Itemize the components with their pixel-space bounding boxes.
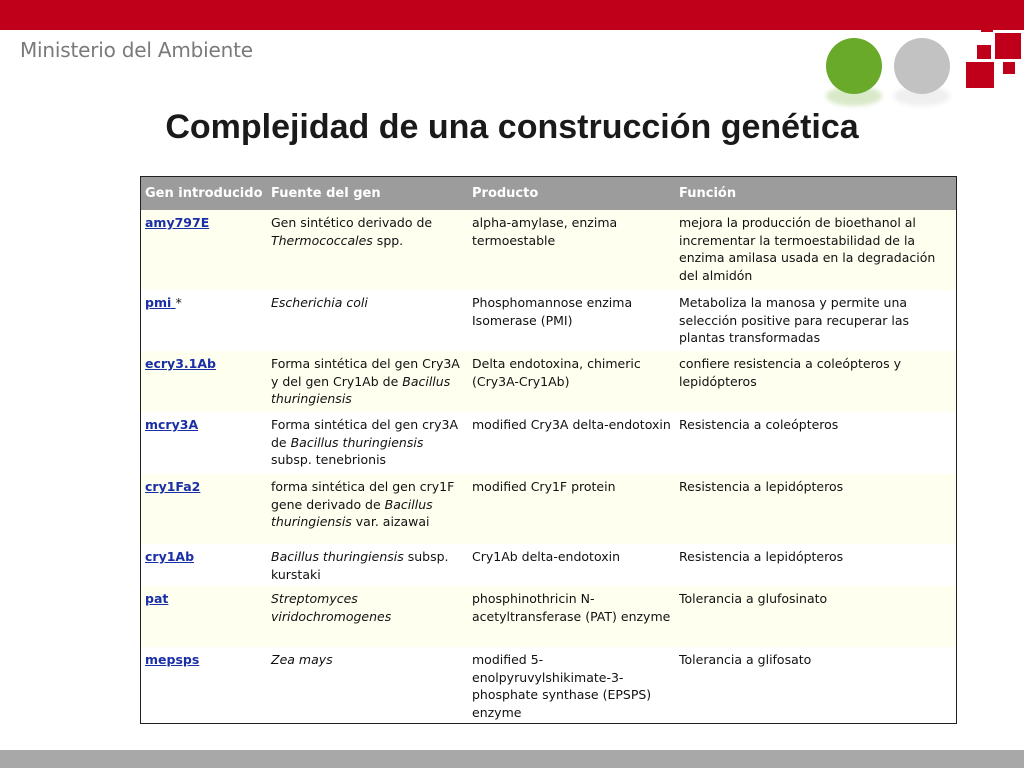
- product-cell: alpha-amylase, enzima termoestable: [468, 210, 675, 290]
- gene-cell: [141, 586, 267, 647]
- table-row: [141, 290, 956, 351]
- table-row: [141, 210, 956, 290]
- function-cell: confiere resistencia a coleópteros y lepidópteros: [675, 351, 956, 412]
- gene-cell: [141, 544, 267, 586]
- table-row: [141, 351, 956, 412]
- product-cell: modified 5-enolpyruvylshikimate-3-phosphate synthase (EPSPS) enzyme: [468, 647, 675, 721]
- brand-name: Ministerio del Ambiente: [20, 38, 253, 62]
- gene-cell: [141, 474, 267, 544]
- table-row: [141, 586, 956, 647]
- function-cell: Resistencia a coleópteros: [675, 412, 956, 474]
- table-row: [141, 544, 956, 586]
- source-cell: Escherichia coli: [267, 290, 468, 351]
- top-accent-bar: [0, 0, 1024, 30]
- gene-link[interactable]: cry1Ab: [145, 549, 195, 564]
- source-cell: Forma sintética del gen cry3A de Bacillus thuringiensis subsp. tenebrionis: [267, 412, 468, 474]
- gene-link[interactable]: ecry3.1Ab: [145, 356, 216, 371]
- source-cell: Forma sintética del gen Cry3A y del gen Cry1Ab de Bacillus thuringiensis: [267, 351, 468, 412]
- product-cell: phosphinothricin N-acetyltransferase (PAT) enzyme: [468, 586, 675, 647]
- function-cell: Resistencia a lepidópteros: [675, 544, 956, 586]
- gene-cell: [141, 210, 267, 290]
- table-row: [141, 412, 956, 474]
- source-cell: Zea mays: [267, 647, 468, 721]
- source-cell: Gen sintético derivado de Thermococcales spp.: [267, 210, 468, 290]
- gene-link[interactable]: amy797E: [145, 215, 210, 230]
- column-header: Producto: [468, 177, 675, 210]
- green-circle-reflection: [826, 86, 882, 106]
- gene-cell: [141, 351, 267, 412]
- product-cell: Delta endotoxina, chimeric (Cry3A-Cry1Ab): [468, 351, 675, 412]
- function-cell: mejora la producción de bioethanol al incrementar la termoestabilidad de la enzima amilasa usada en la degradación del almidón: [675, 210, 956, 290]
- product-cell: Cry1Ab delta-endotoxin: [468, 544, 675, 586]
- product-cell: modified Cry3A delta-endotoxin: [468, 412, 675, 474]
- slide-title: Complejidad de una construcción genética: [165, 108, 859, 146]
- function-cell: Tolerancia a glufosinato: [675, 586, 956, 647]
- column-header: Gen introducido: [141, 177, 267, 210]
- gene-link[interactable]: pat: [145, 591, 169, 606]
- gene-link[interactable]: mepsps: [145, 652, 200, 667]
- table-row: [141, 474, 956, 544]
- column-header: Función: [675, 177, 956, 210]
- gene-cell: [141, 412, 267, 474]
- gene-table-container: [140, 176, 957, 724]
- gene-link[interactable]: mcry3A: [145, 417, 199, 432]
- gene-cell: [141, 647, 267, 721]
- product-cell: Phosphomannose enzima Isomerase (PMI): [468, 290, 675, 351]
- source-cell: forma sintética del gen cry1F gene derivado de Bacillus thuringiensis var. aizawai: [267, 474, 468, 544]
- gray-circle-reflection: [894, 86, 950, 106]
- gene-link[interactable]: cry1Fa2: [145, 479, 201, 494]
- bottom-bar: [0, 750, 1024, 768]
- column-header: Fuente del gen: [267, 177, 468, 210]
- gene-cell: pmi *: [141, 290, 267, 351]
- source-cell: Bacillus thuringiensis subsp. kurstaki: [267, 544, 468, 586]
- gene-table: [141, 177, 956, 721]
- product-cell: modified Cry1F protein: [468, 474, 675, 544]
- function-cell: Tolerancia a glifosato: [675, 647, 956, 721]
- table-row: [141, 647, 956, 721]
- table-header-row: [141, 177, 956, 210]
- source-cell: Streptomyces viridochromogenes: [267, 586, 468, 647]
- gene-link[interactable]: pmi: [145, 295, 176, 310]
- function-cell: Metaboliza la manosa y permite una selección positive para recuperar las plantas transformadas: [675, 290, 956, 351]
- function-cell: Resistencia a lepidópteros: [675, 474, 956, 544]
